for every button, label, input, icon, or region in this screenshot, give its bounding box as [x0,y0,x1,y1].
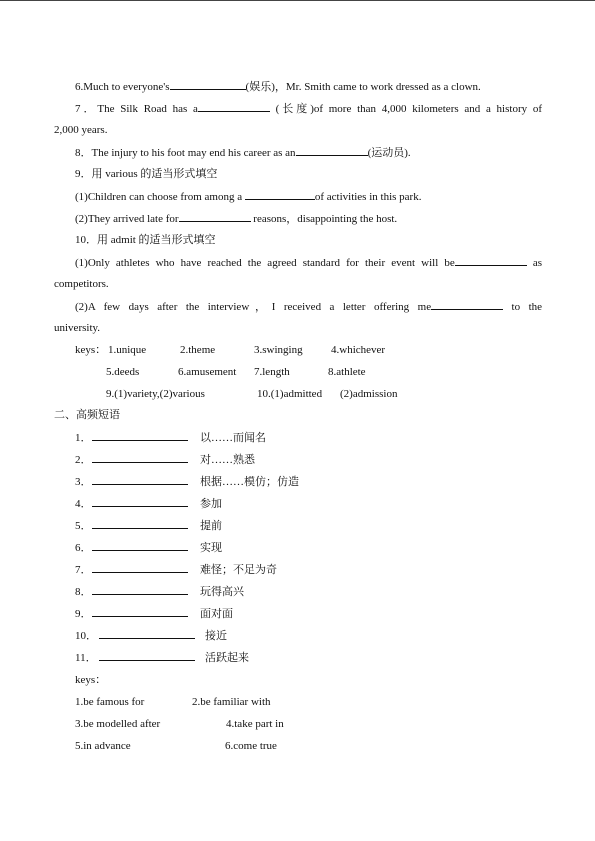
question-8-text: 8．The injury to his foot may end his career as an [75,147,296,159]
key-item: 9.(1)variety,(2)various [106,388,205,400]
phrase-number: 6． [75,542,92,554]
sentence-text-end: to the [511,301,543,313]
phrase-number: 7． [75,564,92,576]
key-item: 6.amusement [178,366,237,378]
phrase-meaning: 提前 [200,520,222,532]
sentence-text-end: of activities in this park. [314,191,422,203]
phrase-row [75,430,266,445]
key-item: 3.be modelled after [75,718,161,730]
phrase-meaning: 活跃起来 [205,652,249,664]
phrase-answer-blank[interactable] [92,518,188,529]
phrase-meaning: 实现 [200,542,222,554]
phrase-answer-blank[interactable] [92,430,188,441]
phrase-row [75,628,227,643]
phrase-meaning: 接近 [205,630,227,642]
question-10-sentence-1-continuation: competitors. [54,278,109,290]
question-7-text-end: (长度)of more than 4,000 kilometers and a history of [275,103,542,115]
sentence-text: (1)Children can choose from among a [75,191,243,203]
phrase-number: 8． [75,586,92,598]
sentence-text: (2)They arrived late for [75,213,179,225]
question-8 [75,145,411,160]
question-10-heading: 10．用 admit 的适当形式填空 [75,234,216,246]
phrase-answer-blank[interactable] [92,452,188,463]
sentence-text: (1)Only athletes who have reached the agreed standard for their event will be [75,257,455,269]
key-item: 1.be famous for [75,696,145,708]
question-6 [75,79,481,94]
question-8-text-end: (运动员). [367,147,411,159]
phrase-answer-blank[interactable] [92,562,188,573]
phrase-meaning: 难怪；不足为奇 [200,564,277,576]
key-item: (2)admission [340,388,398,400]
key-item: 4.take part in [226,718,284,730]
question-7-continuation: 2,000 years. [54,124,108,136]
phrase-row [75,606,233,621]
question-10-sentence-2 [75,299,542,314]
phrase-meaning: 以……而闻名 [200,432,266,444]
phrase-answer-blank[interactable] [92,540,188,551]
key-item: 6.come true [225,740,277,752]
phrase-answer-blank[interactable] [92,606,188,617]
phrase-row [75,474,299,489]
phrase-meaning: 面对面 [200,608,233,620]
key-item: 4.whichever [331,344,386,356]
phrase-meaning: 参加 [200,498,222,510]
answer-blank[interactable] [245,189,315,200]
phrase-number: 1． [75,432,92,444]
question-6-text: 6.Much to everyone's [75,81,170,93]
phrase-row [75,452,255,467]
question-7 [75,101,542,116]
answer-blank[interactable] [296,145,368,156]
phrase-row [75,496,222,511]
phrase-meaning: 对……熟悉 [200,454,255,466]
sentence-text-end: reasons，disappointing the host. [253,213,398,225]
phrase-number: 4． [75,498,92,510]
keys-label: keys： [75,674,107,686]
key-item: 2.theme [180,344,216,356]
key-item: 5.deeds [106,366,140,378]
phrase-meaning: 根据……模仿；仿造 [200,476,299,488]
key-item: 10.(1)admitted [257,388,323,400]
phrase-row [75,650,249,665]
phrase-answer-blank[interactable] [92,584,188,595]
question-10-sentence-1 [75,255,542,270]
section-2-heading: 二、高频短语 [54,409,120,421]
key-item: 3.swinging [254,344,303,356]
question-6-text-end: (娱乐)，Mr. Smith came to work dressed as a clown. [245,81,481,93]
keys-label: keys： [75,344,107,356]
question-9-sentence-2 [75,211,397,226]
key-item: 7.length [254,366,290,378]
phrase-answer-blank[interactable] [99,650,195,661]
answer-blank[interactable] [431,299,503,310]
sentence-text-end: as [532,257,542,269]
question-9-sentence-1 [75,189,421,204]
phrase-number: 10． [75,630,97,642]
answer-blank[interactable] [198,101,270,112]
question-9-heading: 9．用 various 的适当形式填空 [75,168,218,180]
phrase-number: 11． [75,652,97,664]
key-item: 5.in advance [75,740,131,752]
phrase-number: 2． [75,454,92,466]
phrase-meaning: 玩得高兴 [200,586,244,598]
phrase-number: 9． [75,608,92,620]
question-7-text: 7．The Silk Road has a [75,103,198,115]
phrase-answer-blank[interactable] [99,628,195,639]
phrase-row [75,540,222,555]
phrase-answer-blank[interactable] [92,496,188,507]
question-10-sentence-2-continuation: university. [54,322,101,334]
page-top-border [0,0,595,1]
sentence-text: (2)A few days after the interview，I received a letter offering me [75,301,432,313]
phrase-answer-blank[interactable] [92,474,188,485]
phrase-row [75,562,277,577]
key-item: 2.be familiar with [192,696,271,708]
answer-blank[interactable] [170,79,246,90]
phrase-number: 5． [75,520,92,532]
key-item: 8.athlete [328,366,366,378]
phrase-number: 3． [75,476,92,488]
answer-blank[interactable] [455,255,527,266]
answer-blank[interactable] [179,211,251,222]
key-item: 1.unique [108,344,147,356]
phrase-row [75,584,244,599]
phrase-row [75,518,222,533]
